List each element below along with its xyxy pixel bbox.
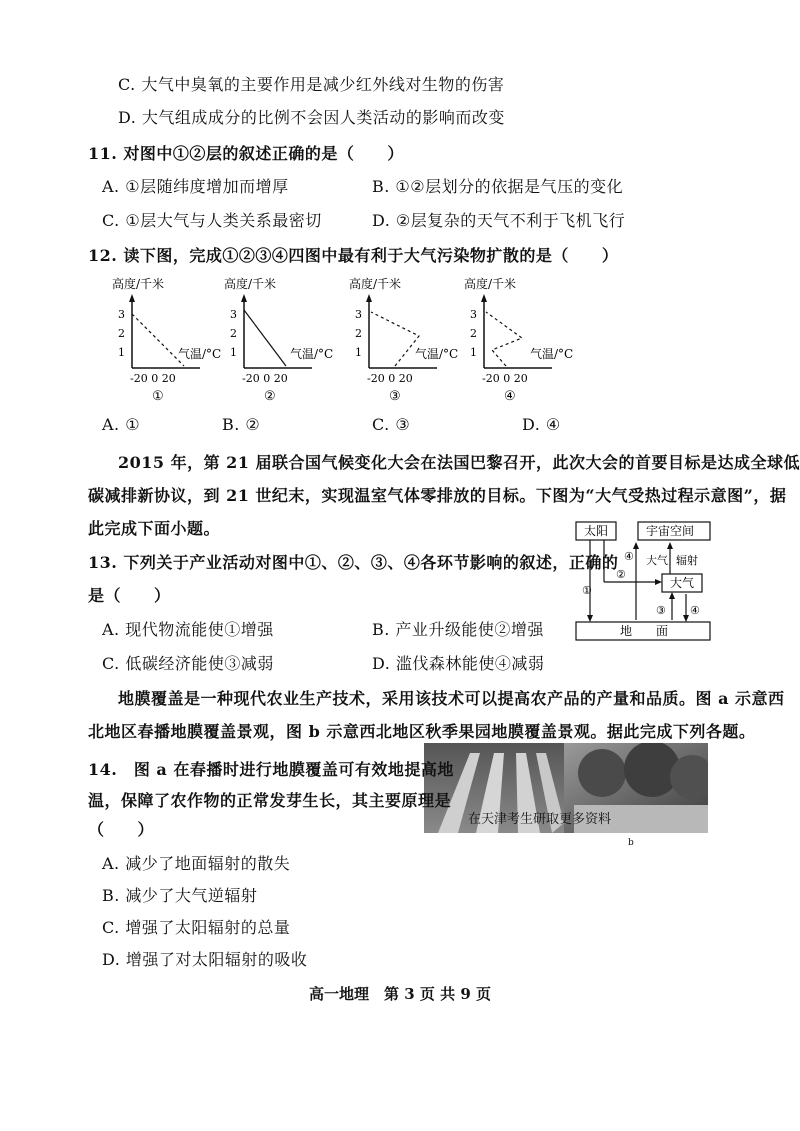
atm-radiation-label-2: 辐射 — [676, 554, 698, 567]
page-footer: 高一地理 第 3 页 共 9 页 — [309, 985, 491, 1003]
atmospheric-heating-diagram — [574, 520, 714, 642]
sun-label: 太阳 — [584, 524, 609, 538]
temperature-line — [244, 310, 286, 366]
ground-label: 地 面 — [620, 624, 669, 638]
svg-text:2: 2 — [470, 327, 477, 340]
q10-option-c: C. 大气中臭氧的主要作用是减少红外线对生物的伤害 — [118, 75, 505, 94]
graph-ylabel: 高度/千米 — [112, 277, 165, 291]
q11-stem: 11. 对图中①②层的叙述正确的是（ ） — [88, 144, 404, 163]
svg-text:气温/°C: 气温/°C — [530, 347, 574, 361]
q11-option-a: A. ①层随纬度增加而增厚 — [102, 177, 289, 196]
q13-option-b: B. 产业升级能使②增强 — [372, 620, 544, 639]
ytick-1: 1 — [118, 346, 125, 359]
svg-text:-20 0 20: -20 0 20 — [367, 372, 413, 385]
q13-stem-line-2: 是（ ） — [88, 586, 171, 605]
graph-label-2: ② — [264, 389, 276, 404]
intro-13-line-3: 此完成下面小题。 — [88, 519, 221, 538]
intro-14-line-1: 地膜覆盖是一种现代农业生产技术，采用该技术可以提高农产品的产量和品质。图 a 示意西 — [118, 689, 785, 708]
q13-option-c: C. 低碳经济能使③减弱 — [102, 654, 274, 673]
graph-label-1: ① — [152, 389, 164, 404]
temperature-line — [371, 312, 419, 366]
graph-xlabel: 气温/°C — [178, 347, 222, 361]
q12-option-b: B. ② — [222, 415, 261, 434]
q13-option-d: D. 滥伐森林能使④减弱 — [372, 654, 545, 673]
q14-stem-line-3: （ ） — [88, 820, 155, 839]
photo-label-b: b — [628, 838, 634, 847]
svg-text:3: 3 — [470, 308, 477, 321]
graph-label-3: ③ — [389, 389, 401, 404]
photo-watermark: 在天津考生研取更多资料 — [468, 811, 612, 826]
svg-text:高度/千米: 高度/千米 — [224, 277, 277, 291]
q14-stem-line-2: 温，保障了农作物的正常发芽生长，其主要原理是 — [88, 791, 452, 810]
svg-text:3: 3 — [230, 308, 237, 321]
svg-text:3: 3 — [355, 308, 362, 321]
q14-option-c: C. 增强了太阳辐射的总量 — [102, 918, 291, 937]
q13-option-a: A. 现代物流能使①增强 — [102, 620, 274, 639]
ytick-3: 3 — [118, 308, 125, 321]
q10-option-d: D. 大气组成成分的比例不会因人类活动的影响而改变 — [118, 108, 505, 127]
q14-option-d: D. 增强了对太阳辐射的吸收 — [102, 950, 308, 969]
graph-xticks: -20 0 20 — [130, 372, 176, 385]
arrow-3-label: ③ — [656, 604, 666, 617]
q11-option-d: D. ②层复杂的天气不利于飞机飞行 — [372, 211, 626, 230]
svg-text:1: 1 — [230, 346, 237, 359]
q12-stem: 12. 读下图，完成①②③④四图中最有利于大气污染物扩散的是（ ） — [88, 246, 619, 265]
svg-text:-20 0 20: -20 0 20 — [482, 372, 528, 385]
film-mulching-photos — [424, 743, 708, 847]
intro-13-line-2: 碳减排新协议，到 21 世纪末，实现温室气体零排放的目标。下图为“大气受热过程示意图”，据 — [88, 486, 787, 505]
intro-14-line-2: 北地区春播地膜覆盖景观，图 b 示意西北地区秋季果园地膜覆盖景观。据此完成下列各题。 — [88, 722, 756, 741]
q14-option-a: A. 减少了地面辐射的散失 — [102, 854, 291, 873]
atmosphere-label: 大气 — [670, 576, 695, 590]
arrow-4-label: ④ — [690, 604, 700, 617]
q14-stem-line-1: 14. 图 a 在春播时进行地膜覆盖可有效地提高地 — [88, 760, 454, 779]
q13-stem-line-1: 13. 下列关于产业活动对图中①、②、③、④各环节影响的叙述，正确的 — [88, 553, 619, 572]
arrow-1-label: ① — [582, 584, 592, 597]
svg-text:气温/°C: 气温/°C — [290, 347, 334, 361]
temperature-profile-graph-4 — [460, 274, 610, 409]
q11-option-c: C. ①层大气与人类关系最密切 — [102, 211, 322, 230]
q12-option-d: D. ④ — [522, 415, 561, 434]
ytick-2: 2 — [118, 327, 125, 340]
arrow-4-top-label: ④ — [624, 550, 634, 563]
q11-option-b: B. ①②层划分的依据是气压的变化 — [372, 177, 624, 196]
intro-13-line-1: 2015 年，第 21 届联合国气候变化大会在法国巴黎召开，此次大会的首要目标是达成全球低 — [118, 453, 800, 472]
svg-text:1: 1 — [355, 346, 362, 359]
q12-option-a: A. ① — [102, 415, 141, 434]
svg-text:2: 2 — [355, 327, 362, 340]
svg-text:高度/千米: 高度/千米 — [349, 277, 402, 291]
graph-label-4: ④ — [504, 389, 516, 404]
svg-text:气温/°C: 气温/°C — [415, 347, 459, 361]
svg-text:高度/千米: 高度/千米 — [464, 277, 517, 291]
svg-text:2: 2 — [230, 327, 237, 340]
q14-option-b: B. 减少了大气逆辐射 — [102, 886, 258, 905]
temperature-line — [132, 314, 184, 366]
space-label: 宇宙空间 — [646, 524, 695, 538]
svg-text:1: 1 — [470, 346, 477, 359]
arrow-2-label: ② — [616, 568, 626, 581]
q12-option-c: C. ③ — [372, 415, 411, 434]
temperature-line — [486, 312, 522, 366]
atm-radiation-label-1: 大气 — [646, 554, 668, 567]
svg-text:-20 0 20: -20 0 20 — [242, 372, 288, 385]
